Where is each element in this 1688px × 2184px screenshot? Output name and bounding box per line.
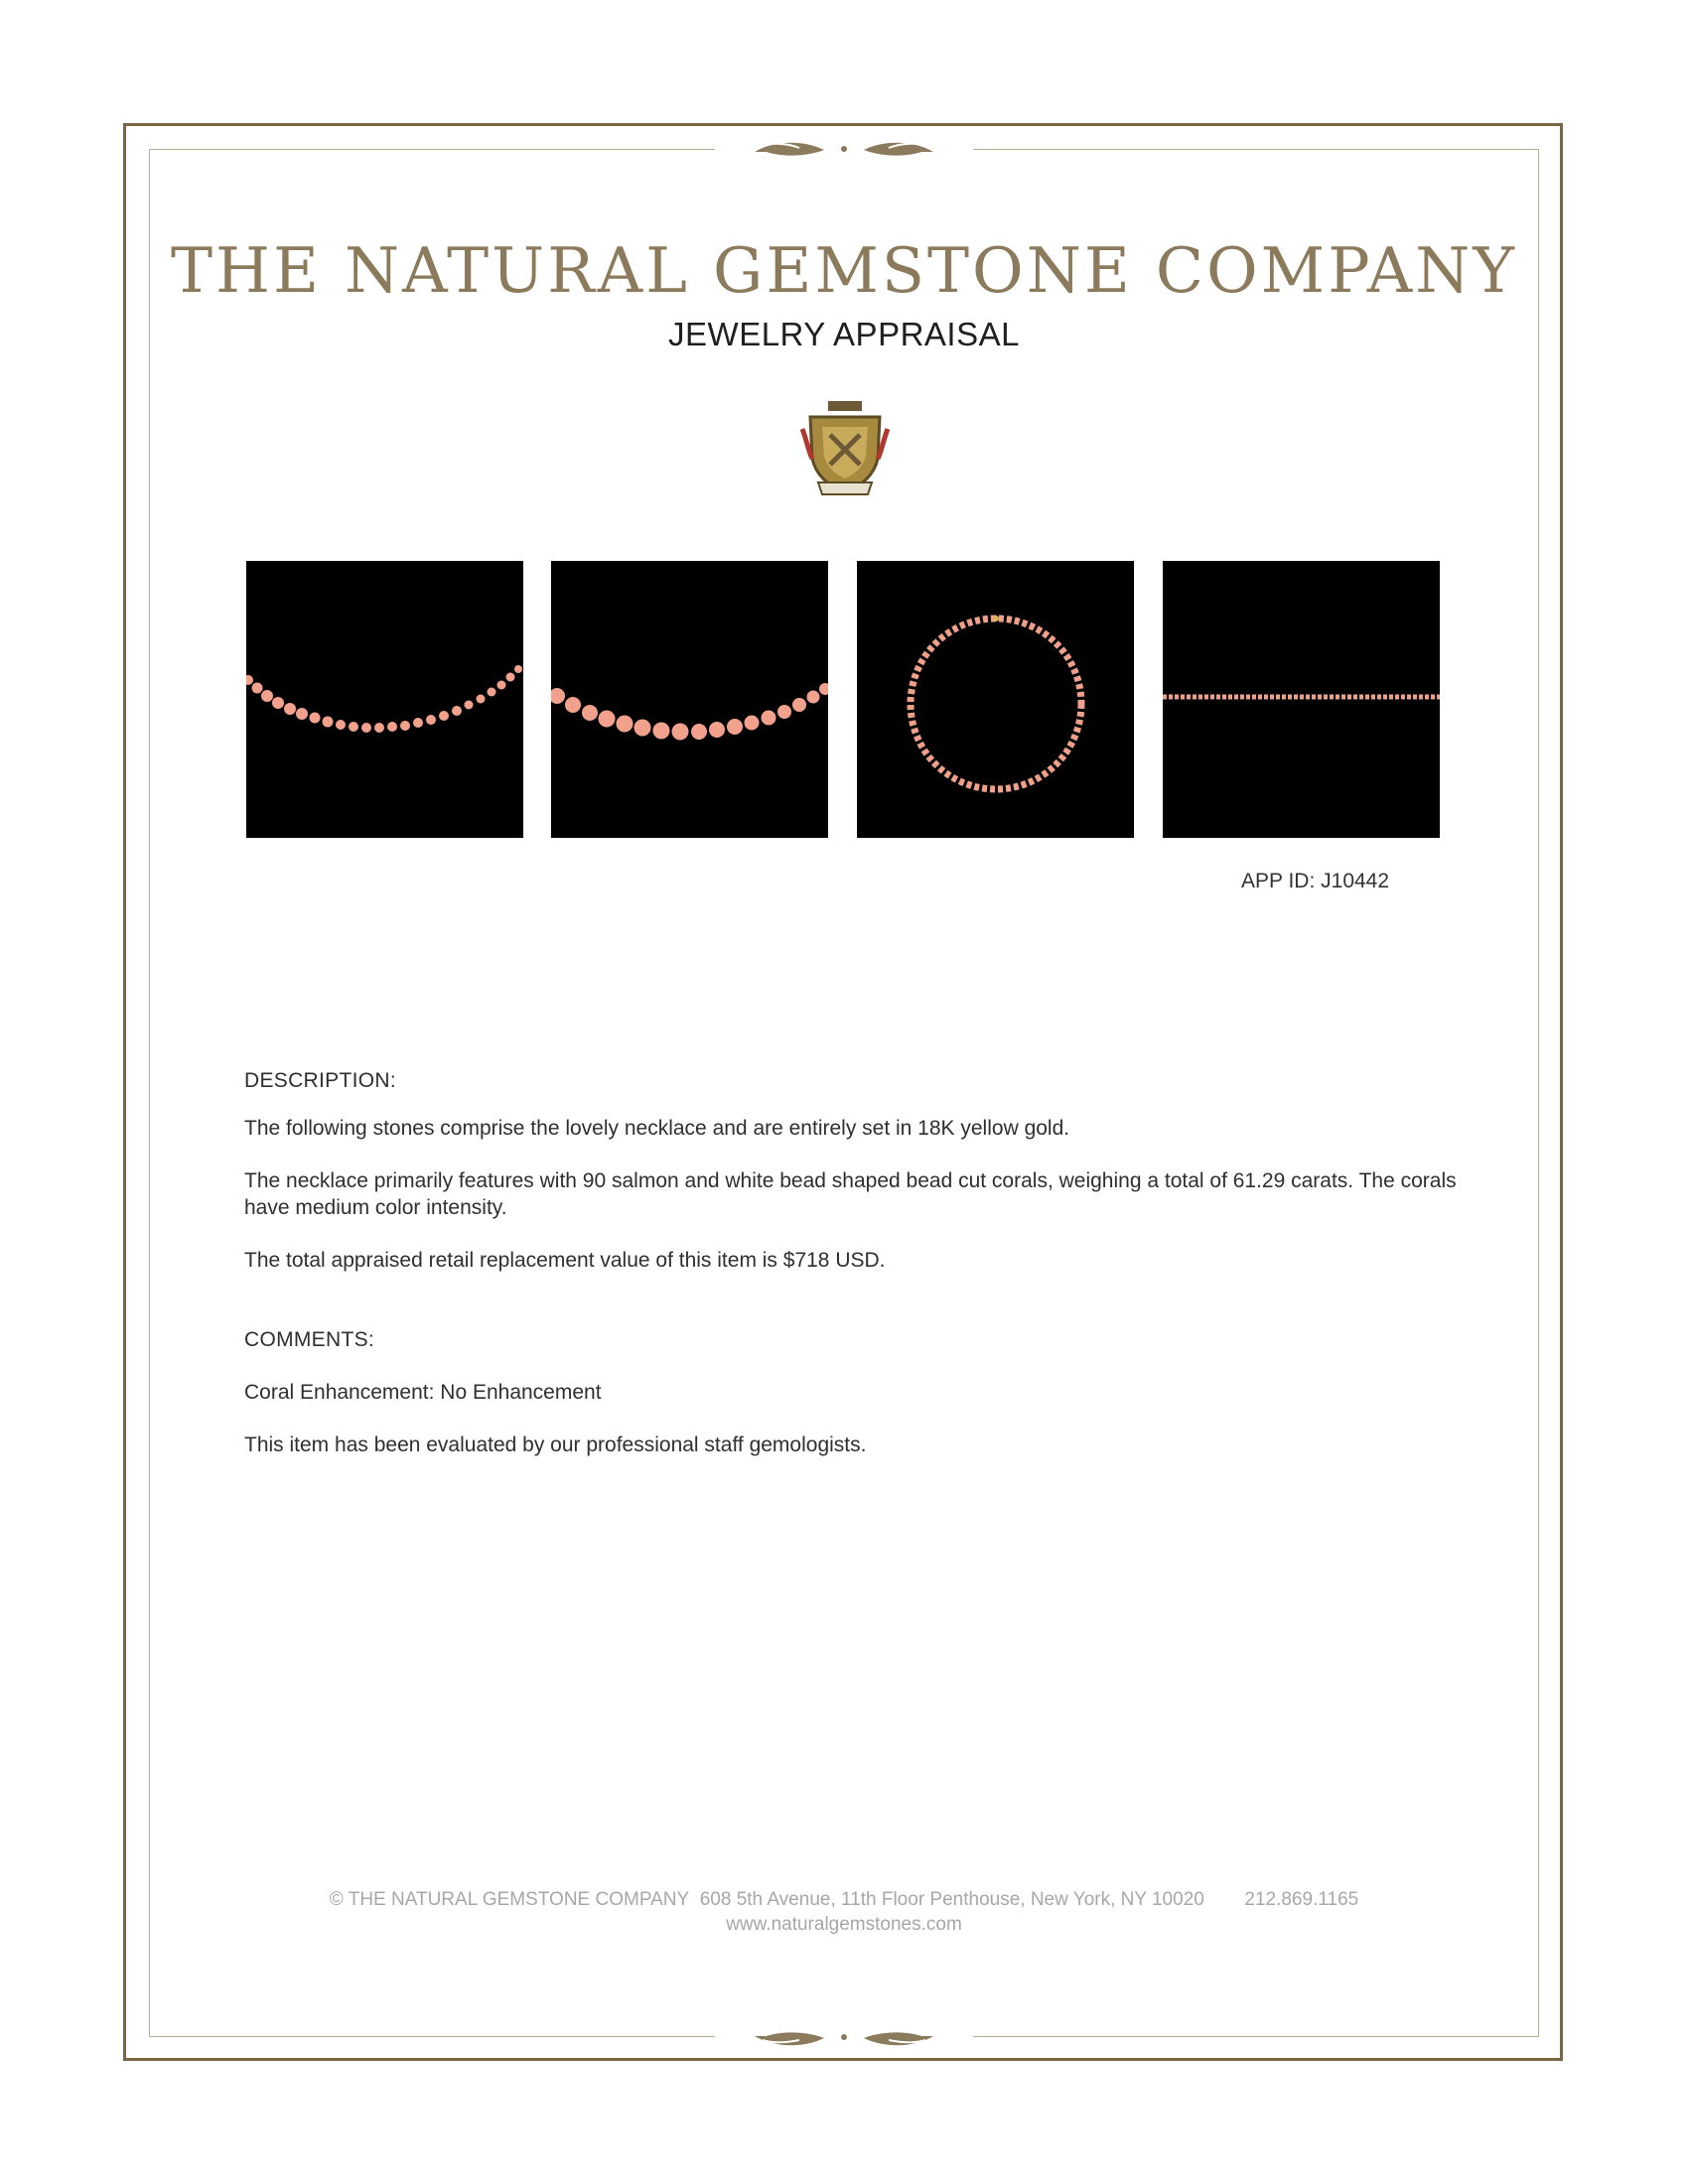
description-paragraph-2: The necklace primarily features with 90 salmon and white bead shaped bead cut corals, weighing a total of 61.29 carats. The corals have medium color intensity. (244, 1169, 1457, 1219)
description-heading: DESCRIPTION: (244, 1069, 396, 1092)
necklace-closeup-2-image (551, 561, 828, 838)
document-title: JEWELRY APPRAISAL (668, 316, 1020, 352)
footer-website[interactable]: www.naturalgemstones.com (726, 1914, 962, 1935)
bottom-ornament-icon (715, 2020, 973, 2054)
footer-address-line (0, 1889, 1688, 1911)
app-id: APP ID: J10442 (1241, 870, 1390, 892)
comments-heading: COMMENTS: (244, 1328, 375, 1351)
company-name: THE NATURAL GEMSTONE COMPANY (170, 234, 1518, 307)
necklace-strand-image (1163, 561, 1440, 838)
top-ornament-icon (715, 132, 973, 166)
comments-paragraph-2: This item has been evaluated by our professional staff gemologists. (244, 1433, 867, 1456)
comments-paragraph-1: Coral Enhancement: No Enhancement (244, 1381, 602, 1404)
necklace-full-circle-image (857, 561, 1134, 838)
crest-logo-icon (800, 399, 890, 498)
footer-phone: 212.869.1165 (1244, 1889, 1359, 1910)
footer-copyright: © THE NATURAL GEMSTONE COMPANY (329, 1889, 690, 1910)
description-paragraph-3: The total appraised retail replacement value of this item is $718 USD. (244, 1249, 886, 1272)
footer-address: 608 5th Avenue, 11th Floor Penthouse, New York, NY 10020 (699, 1889, 1204, 1910)
necklace-closeup-1-image (246, 561, 523, 838)
description-paragraph-1: The following stones comprise the lovely necklace and are entirely set in 18K yellow gold. (244, 1117, 1070, 1140)
